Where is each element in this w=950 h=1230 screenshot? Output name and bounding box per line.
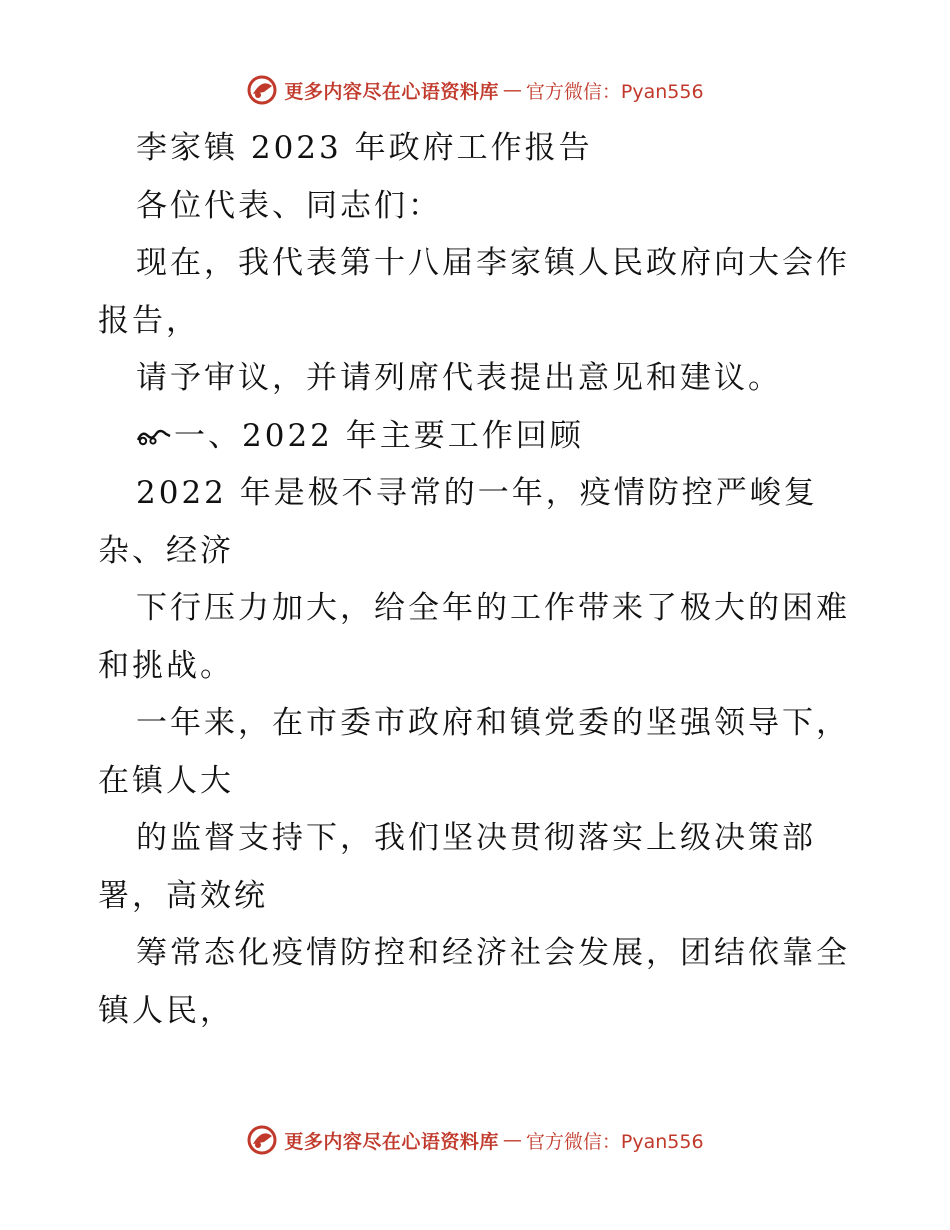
paragraph-line: 报告，	[98, 302, 200, 339]
section-heading	[98, 408, 858, 466]
paragraph-line: 现在，我代表第十八届李家镇人民政府向大会作	[136, 245, 850, 281]
paragraph-line: 镇人民，	[98, 992, 234, 1029]
document-body	[98, 120, 858, 1040]
watermark-dash: —	[502, 1129, 522, 1151]
paragraph-line: 筹常态化疫情防控和经济社会发展，团结依靠全	[136, 935, 850, 971]
watermark-main-text: 更多内容尽在心语资料库	[284, 80, 499, 103]
watermark-sub-text: 官方微信：Pyan556	[525, 80, 704, 103]
paragraph-line: 一年来，在市委市政府和镇党委的坚强领导下，	[136, 705, 850, 741]
paragraph-line: 在镇人大	[98, 762, 234, 799]
paragraph-line: 的监督支持下，我们坚决贯彻落实上级决策部	[136, 820, 816, 856]
salutation: 各位代表、同志们：	[136, 187, 442, 224]
paragraph-line: 和挑战。	[98, 647, 234, 684]
paragraph-line: 2022 年是极不寻常的一年，疫情防控严峻复	[136, 475, 818, 511]
watermark-sub-text: 官方微信：Pyan556	[525, 1130, 704, 1153]
logo-icon	[246, 74, 278, 106]
paragraph-line: 请予审议，并请列席代表提出意见和建议。	[136, 360, 782, 396]
document-title: 李家镇 2023 年政府工作报告	[136, 130, 593, 166]
paragraph-line: 下行压力加大，给全年的工作带来了极大的困难	[136, 590, 850, 626]
paragraph-line: 署，高效统	[98, 877, 268, 914]
section-heading-text: 一、2022 年主要工作回顾	[174, 417, 584, 454]
watermark-dash: —	[502, 79, 522, 101]
ornament-icon	[136, 426, 172, 448]
header-watermark	[0, 70, 950, 110]
logo-icon	[246, 1124, 278, 1156]
watermark-main-text: 更多内容尽在心语资料库	[284, 1130, 499, 1153]
paragraph-line: 杂、经济	[98, 532, 234, 569]
footer-watermark	[0, 1120, 950, 1160]
